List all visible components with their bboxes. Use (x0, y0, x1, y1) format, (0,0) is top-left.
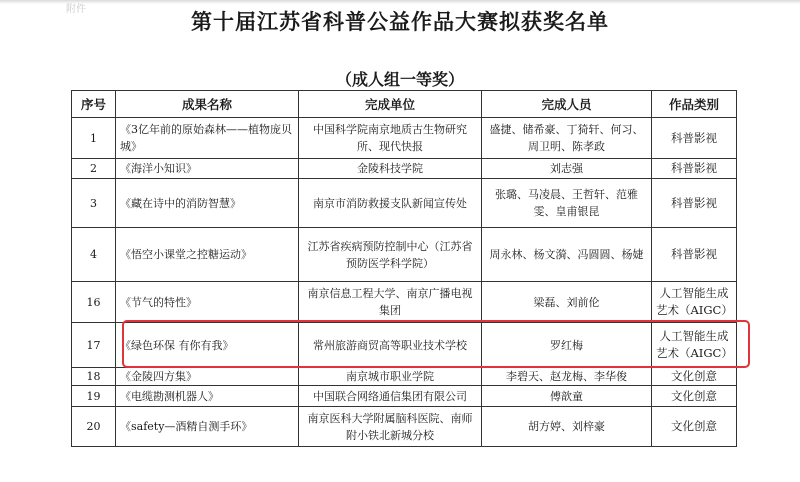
row-category: 科普影视 (652, 179, 737, 228)
row-unit: 江苏省疾病预防控制中心（江苏省预防医学科学院） (299, 228, 482, 282)
header-unit: 完成单位 (299, 91, 482, 118)
row-num: 1 (72, 118, 116, 159)
table-row (72, 179, 737, 228)
row-name: 《藏在诗中的消防智慧》 (116, 179, 299, 228)
page-subtitle: （成人组一等奖） (335, 70, 464, 89)
row-people: 李碧天、赵龙梅、李华俊 (482, 368, 652, 386)
table-row (72, 282, 737, 323)
row-name: 《safety—酒精自测手环》 (116, 407, 299, 447)
row-unit: 中国联合网络通信集团有限公司 (299, 386, 482, 407)
row-name: 《绿色环保 有你有我》 (116, 323, 299, 368)
row-num: 18 (72, 368, 116, 386)
row-unit: 常州旅游商贸高等职业技术学校 (299, 323, 482, 368)
row-unit: 南京市消防救援支队新闻宣传处 (299, 179, 482, 228)
row-name: 《海洋小知识》 (116, 159, 299, 179)
row-name: 《节气的特性》 (116, 282, 299, 323)
row-people: 梁磊、刘前伦 (482, 282, 652, 323)
row-num: 19 (72, 386, 116, 407)
row-num: 2 (72, 159, 116, 179)
page-top-edge (0, 0, 800, 4)
row-category: 文化创意 (652, 386, 737, 407)
row-category: 文化创意 (652, 407, 737, 447)
table-row (72, 228, 737, 282)
row-unit: 南京信息工程大学、南京广播电视集团 (299, 282, 482, 323)
row-name: 《电缆勘测机器人》 (116, 386, 299, 407)
row-people: 罗红梅 (482, 323, 652, 368)
header-mark: 附件 (66, 4, 86, 15)
highlight-annotation-box (122, 320, 750, 368)
row-num: 3 (72, 179, 116, 228)
header-name: 成果名称 (116, 91, 299, 118)
row-people: 周永林、杨文漪、冯圆圆、杨婕 (482, 228, 652, 282)
row-people: 傅歆童 (482, 386, 652, 407)
row-category: 科普影视 (652, 159, 737, 179)
row-num: 20 (72, 407, 116, 447)
row-name: 《悟空小课堂之控糖运动》 (116, 228, 299, 282)
row-people: 张璐、马凌晨、王哲轩、范雅雯、皇甫银昆 (482, 179, 652, 228)
row-unit: 南京医科大学附属脑科医院、南师附小铁北新城分校 (299, 407, 482, 447)
row-category: 人工智能生成艺术（AIGC） (652, 282, 737, 323)
row-name: 《3亿年前的原始森林——植物庞贝城》 (116, 118, 299, 159)
row-unit: 金陵科技学院 (299, 159, 482, 179)
row-unit: 中国科学院南京地质古生物研究所、现代快报 (299, 118, 482, 159)
header-category: 作品类别 (652, 91, 737, 118)
row-num: 17 (72, 323, 116, 368)
row-name: 《金陵四方集》 (116, 368, 299, 386)
row-unit: 南京城市职业学院 (299, 368, 482, 386)
row-people: 刘志强 (482, 159, 652, 179)
table-row (72, 118, 737, 159)
header-num: 序号 (72, 91, 116, 118)
row-people: 盛捷、储希豪、丁猗轩、何习、周卫明、陈孝政 (482, 118, 652, 159)
row-num: 16 (72, 282, 116, 323)
table-header-row (72, 91, 737, 118)
row-category: 科普影视 (652, 228, 737, 282)
row-category: 文化创意 (652, 368, 737, 386)
table-row (72, 159, 737, 179)
row-num: 4 (72, 228, 116, 282)
header-people: 完成人员 (482, 91, 652, 118)
table-row (72, 386, 737, 407)
page-title: 第十届江苏省科普公益作品大赛拟获奖名单 (191, 9, 609, 34)
row-category: 人工智能生成艺术（AIGC） (652, 323, 737, 368)
table-row (72, 368, 737, 386)
award-table (71, 90, 737, 447)
row-people: 胡方婷、刘梓豪 (482, 407, 652, 447)
row-category: 科普影视 (652, 118, 737, 159)
table-row (72, 407, 737, 447)
